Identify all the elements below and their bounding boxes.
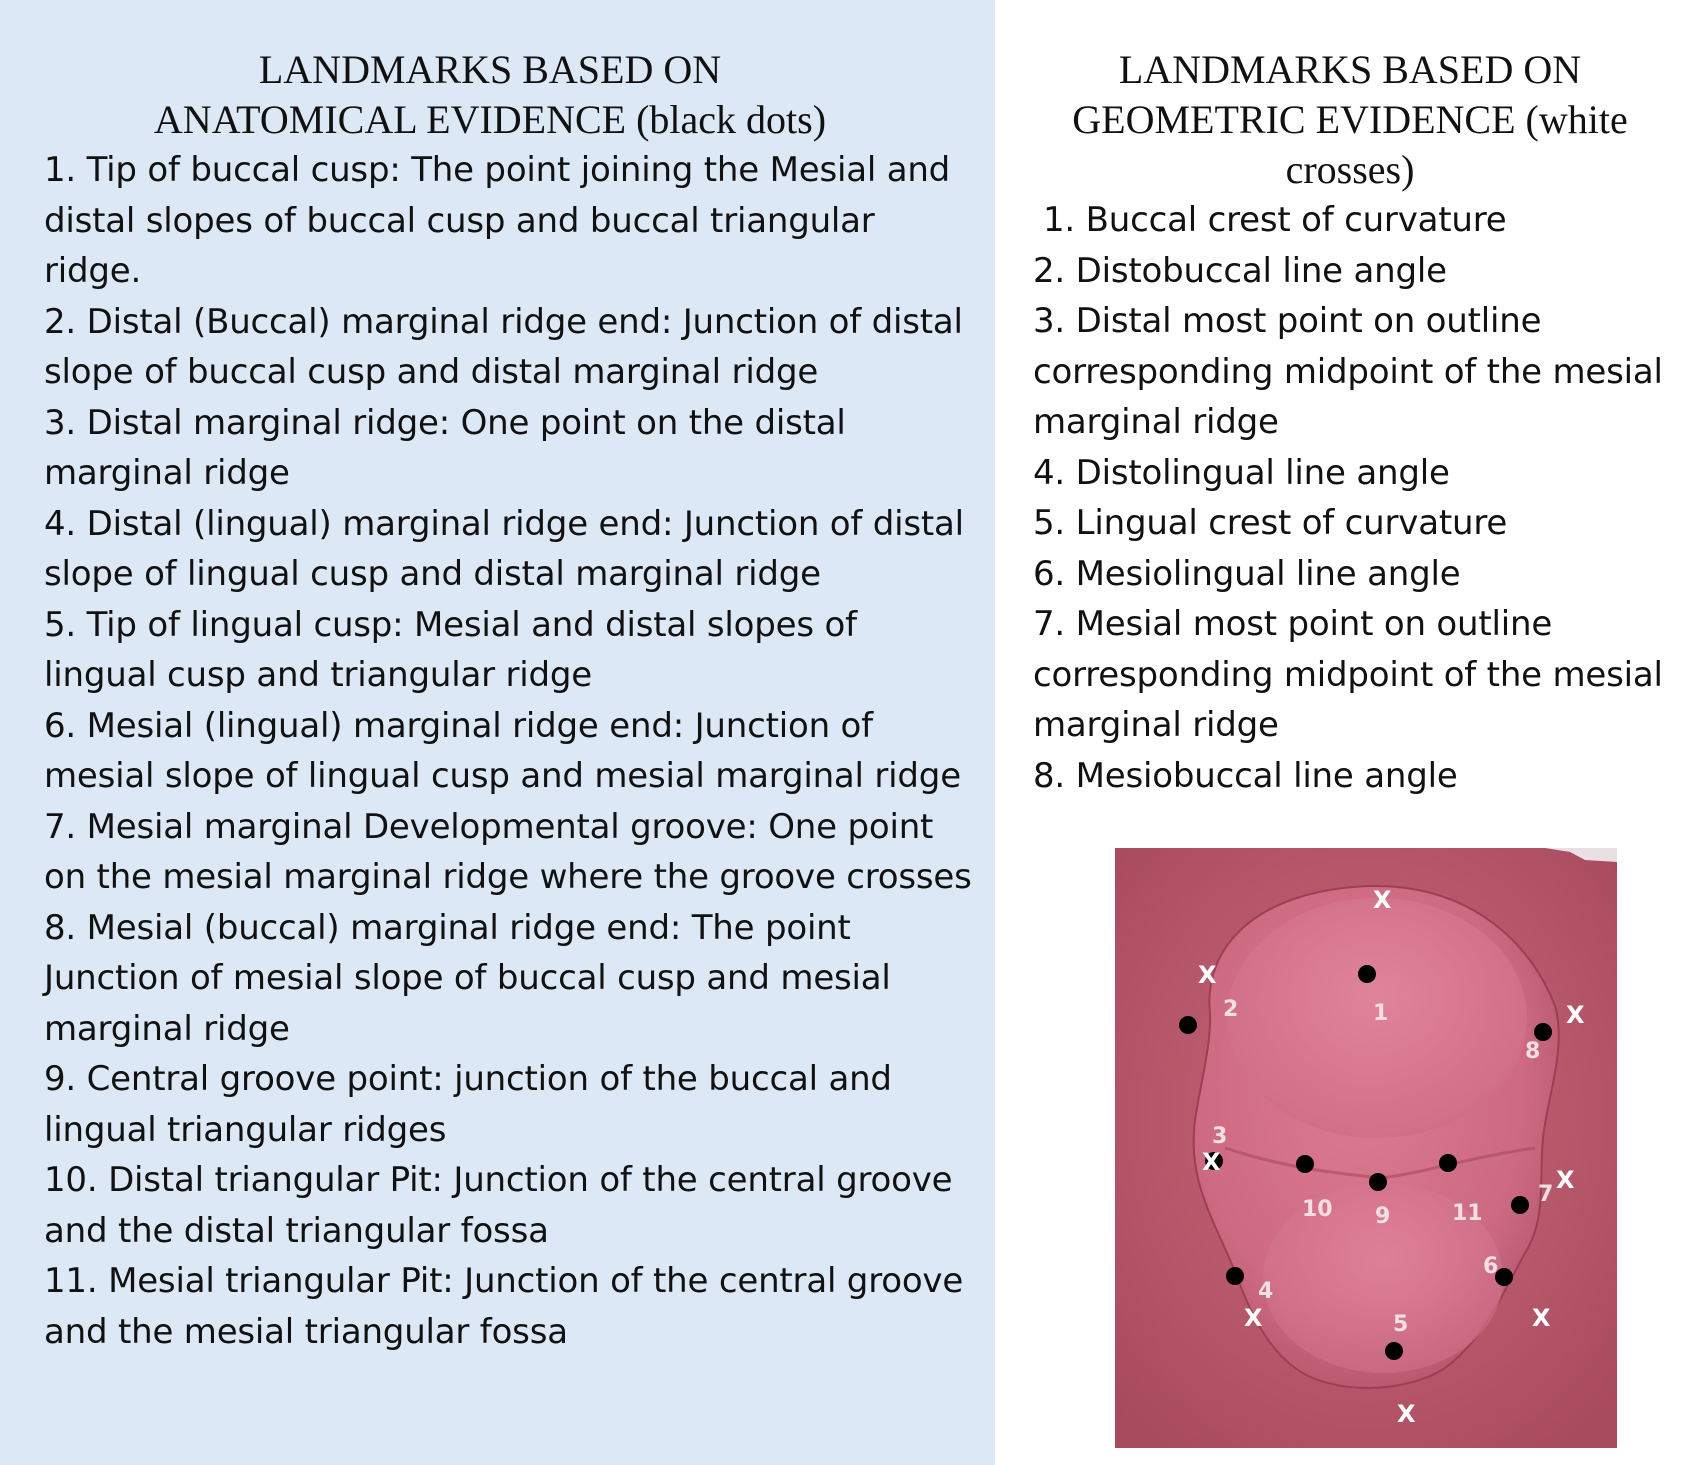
list-item: 4. Distal (lingual) marginal ridge end: Junction of distal slope of lingual cusp and distal marginal ridge	[44, 503, 964, 594]
landmark-dot	[1511, 1196, 1529, 1214]
title-line: ANATOMICAL EVIDENCE (black dots)	[153, 97, 827, 142]
list-item: 8. Mesiobuccal line angle	[1033, 755, 1458, 796]
landmark-dot	[1369, 1173, 1387, 1191]
landmark-dot	[1358, 965, 1376, 983]
list-item: 3. Distal most point on outline corresponding midpoint of the mesial marginal ridge	[1033, 301, 1663, 442]
list-item: 7. Mesial most point on outline corresponding midpoint of the mesial marginal ridge	[1033, 604, 1663, 745]
list-item: 6. Mesiolingual line angle	[1033, 553, 1461, 594]
dot-label: 10	[1302, 1197, 1333, 1222]
title-line: LANDMARKS BASED ON	[258, 47, 722, 92]
list-item: 6. Mesial (lingual) marginal ridge end: Junction of mesial slope of lingual cusp and mesial marginal ridge	[44, 705, 961, 796]
title-line: GEOMETRIC EVIDENCE (white	[1072, 97, 1628, 142]
cross-marker: X	[1556, 1166, 1575, 1194]
dot-label: 9	[1375, 1204, 1391, 1229]
dot-label: 7	[1538, 1182, 1554, 1207]
dot-label: 6	[1483, 1254, 1499, 1279]
dot-label: 5	[1393, 1312, 1409, 1337]
list-item: 4. Distolingual line angle	[1033, 452, 1450, 493]
landmark-dot	[1226, 1267, 1244, 1285]
list-item: 7. Mesial marginal Developmental groove: One point on the mesial marginal ridge where the groove crosses	[44, 806, 972, 897]
dot-label: 3	[1212, 1124, 1228, 1149]
cross-marker: X	[1198, 961, 1217, 989]
anatomical-landmarks-list	[44, 145, 979, 1357]
dot-label: 11	[1452, 1201, 1483, 1226]
cross-marker: X	[1397, 1400, 1416, 1428]
title-line: LANDMARKS BASED ON	[1118, 47, 1582, 92]
list-item: 9. Central groove point: junction of the buccal and lingual triangular ridges	[44, 1059, 892, 1150]
cross-marker: X	[1373, 886, 1392, 914]
cross-marker: X	[1532, 1304, 1551, 1332]
landmark-dot	[1296, 1155, 1314, 1173]
list-item: 11. Mesial triangular Pit: Junction of the central groove and the mesial triangular fossa	[44, 1261, 964, 1352]
list-item: 1. Buccal crest of curvature	[1043, 200, 1507, 240]
list-item: 3. Distal marginal ridge: One point on the distal marginal ridge	[44, 402, 846, 493]
landmark-dot	[1385, 1342, 1403, 1360]
title-line: crosses)	[1285, 147, 1415, 192]
dot-label: 4	[1258, 1279, 1274, 1304]
landmark-dot	[1179, 1016, 1197, 1034]
list-item: 1. Tip of buccal cusp: The point joining the Mesial and distal slopes of buccal cusp and buccal triangular ridge.	[44, 150, 951, 291]
cross-marker: X	[1244, 1304, 1263, 1332]
list-item: 10. Distal triangular Pit: Junction of the central groove and the distal triangular fossa	[44, 1160, 953, 1251]
tooth-occlusal-image	[1115, 848, 1617, 1448]
dot-label: 2	[1223, 997, 1239, 1022]
list-item: 2. Distobuccal line angle	[1033, 250, 1447, 291]
cross-marker: X	[1566, 1001, 1585, 1029]
list-item: 5. Tip of lingual cusp: Mesial and distal slopes of lingual cusp and triangular ridge	[44, 604, 857, 695]
geometric-landmarks-list	[1033, 195, 1683, 801]
dot-label: 8	[1525, 1039, 1541, 1064]
landmark-dot	[1439, 1154, 1457, 1172]
geometric-landmarks-title	[1010, 45, 1689, 195]
dot-label: 1	[1373, 1001, 1389, 1026]
anatomical-landmarks-title	[60, 45, 920, 145]
list-item: 5. Lingual crest of curvature	[1033, 503, 1508, 543]
list-item: 2. Distal (Buccal) marginal ridge end: Junction of distal slope of buccal cusp and distal marginal ridge	[44, 301, 963, 392]
cross-marker: X	[1202, 1148, 1221, 1176]
list-item: 8. Mesial (buccal) marginal ridge end: The point Junction of mesial slope of buccal cusp and mesial marginal ridge	[44, 907, 891, 1049]
